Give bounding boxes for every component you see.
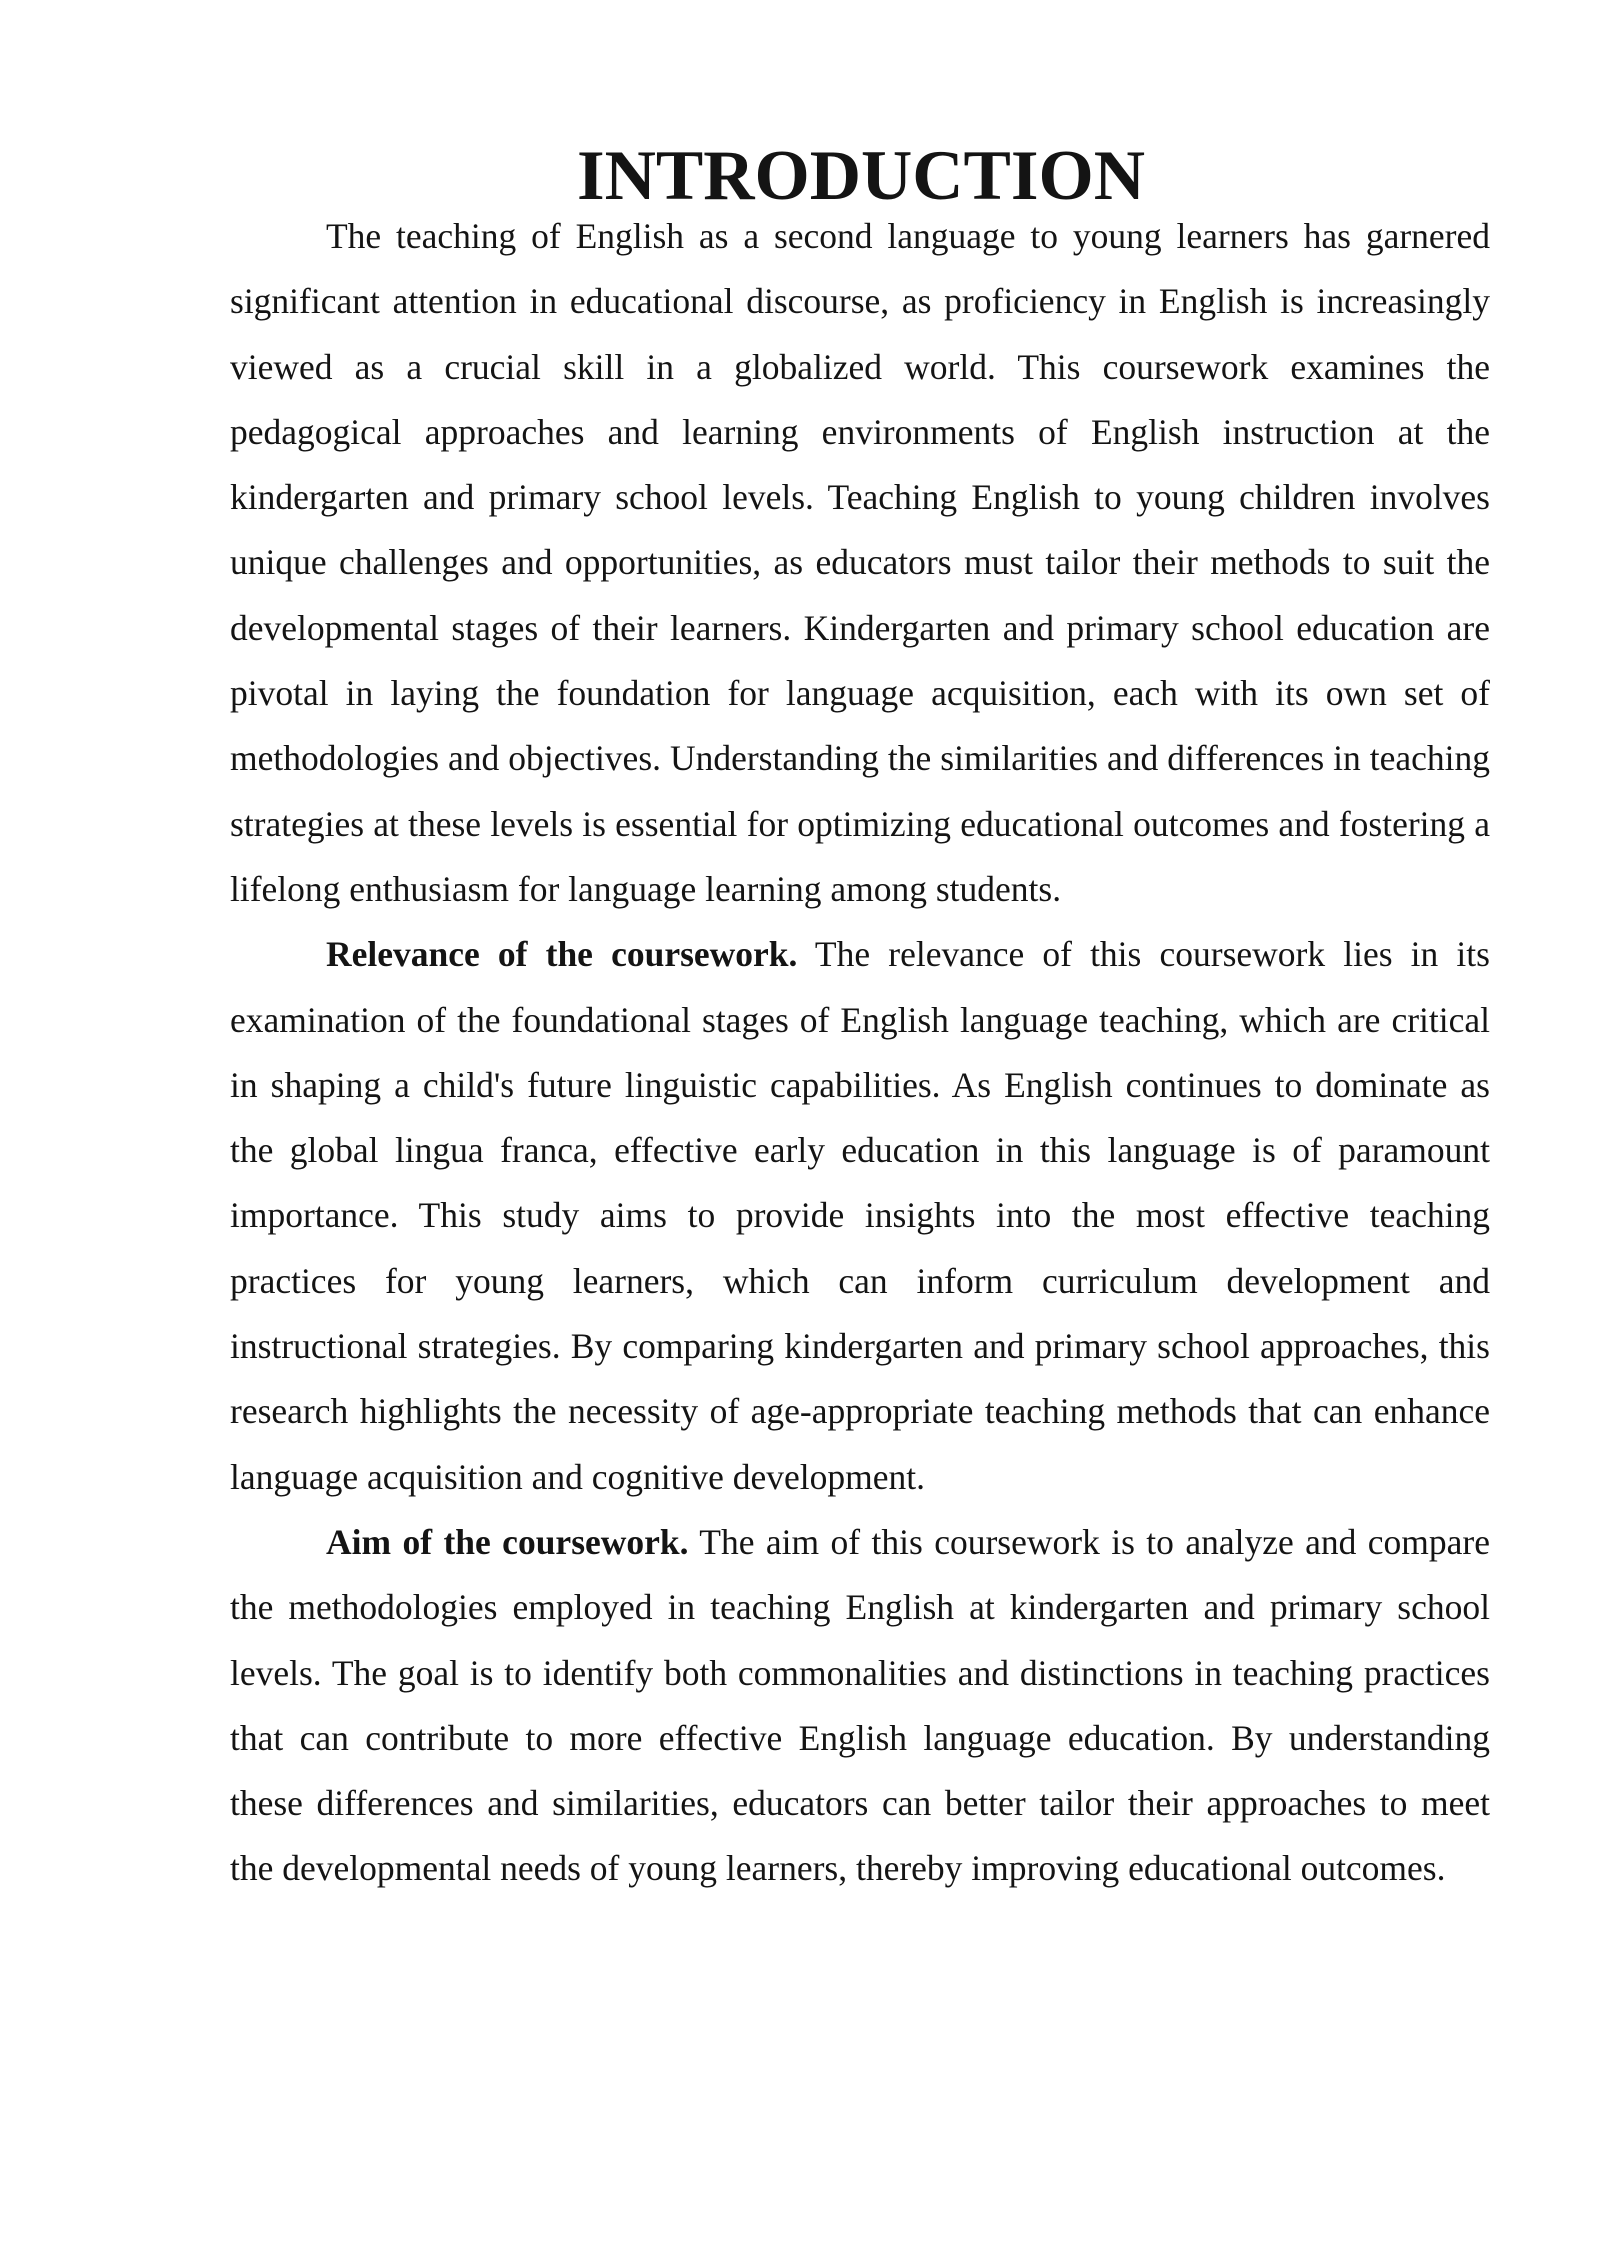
aim-text: The aim of this coursework is to analyze and compare the methodologies employed in teaching English at kindergarten and primary school levels. The goal is to identify both commonalities and distinctions in teaching practices that can contribute to more effective English language education. By understanding these differences and similarities, educators can better tailor their approaches to meet the developmental needs of young learners, thereby improving educational outcomes. xyxy=(230,1521,1490,1889)
section-title: INTRODUCTION xyxy=(576,137,1146,215)
relevance-heading: Relevance of the coursework. xyxy=(326,934,798,975)
relevance-paragraph xyxy=(230,922,1490,1510)
intro-paragraph: The teaching of English as a second language to young learners has garnered significant attention in educational discourse, as proficiency in English is increasingly viewed as a crucial skill in a globalized world. This coursework examines the pedagogical approaches and learning environments of English instruction at the kindergarten and primary school levels. Teaching English to young children involves unique challenges and opportunities, as educators must tailor their methods to suit the developmental stages of their learners. Kindergarten and primary school education are pivotal in laying the foundation for language acquisition, each with its own set of methodologies and objectives. Understanding the similarities and differences in teaching strategies at these levels is essential for optimizing educational outcomes and fostering a lifelong enthusiasm for language learning among students. xyxy=(230,216,1490,909)
aim-heading: Aim of the coursework. xyxy=(326,1521,689,1562)
aim-paragraph xyxy=(230,1510,1490,1902)
document-page xyxy=(230,137,1490,1902)
relevance-text: The relevance of this coursework lies in its examination of the foundational stages of English language teaching, which are critical in shaping a child's future linguistic capabilities. As English continues to dominate as the global lingua franca, effective early education in this language is of paramount importance. This study aims to provide insights into the most effective teaching practices for young learners, which can inform curriculum development and instructional strategies. By comparing kindergarten and primary school approaches, this research highlights the necessity of age-appropriate teaching methods that can enhance language acquisition and cognitive development. xyxy=(230,934,1490,1497)
